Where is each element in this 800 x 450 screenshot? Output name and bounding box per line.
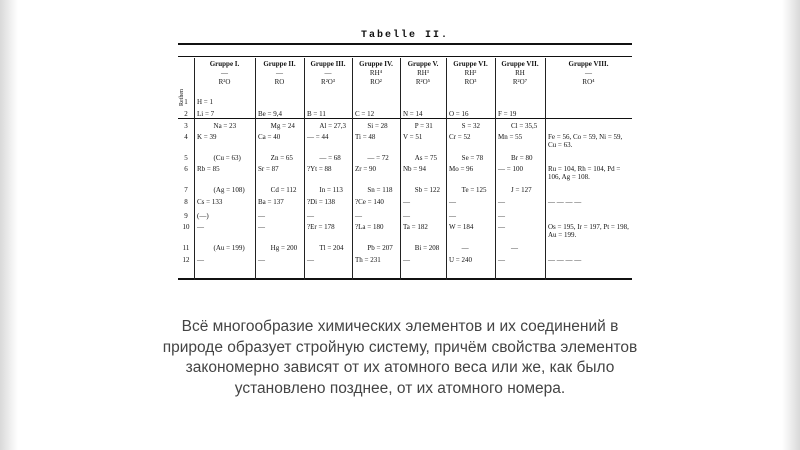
row-number: 7 [184,186,188,194]
table-cell: Rb = 85 [197,165,220,173]
group-oxide: R²O⁷ [512,78,528,86]
group-oxide: RO [274,78,285,86]
table-cell: Na = 23 [213,122,237,130]
table-cell: — = 44 [307,133,329,141]
table-cell: — [498,223,505,231]
row-number: 4 [184,133,188,141]
table-cell: — — — — [548,198,582,206]
table-cell: C = 12 [355,110,375,118]
group-hydride: RH³ [417,69,429,77]
group-header [304,58,352,118]
table-cell: Zr = 90 [355,165,377,173]
table-title: Tabelle II. [360,30,449,41]
group-header [352,58,400,118]
slide-right-edge [782,0,800,450]
table-cell: Mo = 96 [449,165,474,173]
table-cell: Sn = 118 [367,186,393,194]
slide-caption: Всё многообразие химических элементов и их соединений в природе образует стройную систему, причём свойства элементов закономерно зависят от их атомного веса или же, как было установлено позднее, от их атомного номера. [162,318,638,397]
group-hydride: RH [515,69,525,77]
table-cell: J = 127 [511,186,532,194]
table-cell: Sb = 122 [414,186,441,194]
table-cell: Nb = 94 [403,165,427,173]
reihen-header [178,58,191,118]
periodic-table-image [178,28,632,280]
table-cell: (Au = 199) [213,244,245,252]
body-rule [178,118,632,119]
table-cell: — [307,256,314,264]
table-cell: In = 113 [319,186,343,194]
group-name: Gruppe VII. [501,60,539,68]
table-cell: V = 51 [403,133,423,141]
group-name: Gruppe II. [263,60,296,68]
table-cell: U = 240 [449,256,473,264]
table-cell: P = 31 [414,122,433,130]
table-cell: — [498,198,505,206]
table-cell: As = 75 [414,154,437,162]
table-cell: — [197,256,204,264]
table-cell: F = 19 [498,110,517,118]
table-cell: Cl = 35,5 [511,122,538,130]
table-cell: Cd = 112 [270,186,297,194]
table-cell: Ti = 48 [355,133,376,141]
group-header [446,58,495,118]
table-cell: — [461,244,469,252]
group-header [194,58,255,118]
group-hydride: RH⁴ [369,69,383,77]
table-cell: Sr = 87 [258,165,279,173]
table-cell: Mn = 55 [498,133,523,141]
table-cell: — [449,212,456,220]
table-cell: — [197,223,204,231]
table-cell: — [258,256,265,264]
table-cell: — [511,244,518,252]
table-cell: — = 68 [319,154,341,162]
table-cell: — [403,198,410,206]
group-hydride: — [276,69,283,77]
table-cell: Bi = 208 [414,244,440,252]
table-cell: ?Yt = 88 [307,165,332,173]
table-cell: H = 1 [197,98,214,106]
table-cell: — [258,212,265,220]
group-header [255,58,304,118]
group-hydride: RH² [464,69,477,77]
top-rule [178,43,632,45]
table-cell: Mg = 24 [270,122,295,130]
group-name: Gruppe III. [310,60,346,68]
table-cell: — [307,212,314,220]
row-number: 6 [184,165,188,173]
table-cell: — = 72 [367,154,389,162]
table-cell: — [403,256,410,264]
table-cell: Br = 80 [511,154,533,162]
row-number: 1 [184,98,188,106]
table-cell: Si = 28 [367,122,388,130]
group-header [400,58,446,118]
table-cell: Tl = 204 [319,244,344,252]
table-cell: K = 39 [197,133,217,141]
table-cell: ?Ce = 140 [355,198,384,206]
bottom-rule [178,278,632,280]
group-name: Gruppe I. [209,60,240,68]
group-name: Gruppe IV. [359,60,393,68]
table-cell: Zn = 65 [270,154,293,162]
row-number: 10 [182,223,190,231]
group-hydride: — [585,69,592,77]
group-name: Gruppe V. [407,60,439,68]
reihen-label: Reihen [179,89,185,106]
row-number: 3 [184,122,188,130]
group-oxide: R²O³ [321,78,335,86]
table-cell: Cs = 133 [197,198,223,206]
table-cell: Se = 78 [461,154,484,162]
table-cell: Hg = 200 [270,244,298,252]
header-rule [178,56,632,57]
table-cell: — [449,198,456,206]
table-cell: ?La = 180 [355,223,384,231]
table-cell: — [498,256,505,264]
table-cell: — [403,212,410,220]
table-cell: — [258,223,265,231]
table-cell: — — — — [548,256,582,264]
table-cell: B = 11 [307,110,326,118]
table-cell: O = 16 [449,110,469,118]
group-hydride: — [221,69,228,77]
row-number: 11 [182,244,190,252]
group-oxide: RO⁴ [582,78,595,86]
slide-left-edge [0,0,18,450]
group-oxide: R²O⁵ [415,78,431,86]
table-cell: Li = 7 [197,110,215,118]
group-oxide: R²O [218,78,231,86]
row-number: 2 [184,110,188,118]
row-number: 5 [184,154,188,162]
group-oxide: RO² [370,78,382,86]
group-hydride: — [324,69,332,77]
group-name: Gruppe VI. [453,60,488,68]
table-cell: (Cu = 63) [213,154,241,162]
table-cell: Ca = 40 [258,133,281,141]
row-number: 9 [184,212,188,220]
table-cell: N = 14 [403,110,423,118]
table-cell: Cr = 52 [449,133,471,141]
table-cell: — [355,212,362,220]
table-cell: S = 32 [461,122,481,130]
table-cell: (Ag = 108) [213,186,245,194]
table-cell: Ru = 104, Rh = 104, Pd = 106, Ag = 108. [548,165,621,181]
row-number: 8 [184,198,188,206]
table-cell: Th = 231 [355,256,381,264]
table-cell: Al = 27,3 [319,122,347,130]
table-cell: Be = 9,4 [258,110,282,118]
table-cell: — = 100 [498,165,523,173]
group-header [545,58,632,118]
table-cell: (—) [197,212,209,220]
table-cell: — [498,212,505,220]
group-name: Gruppe VIII. [568,60,609,68]
table-cell: W = 184 [449,223,474,231]
table-cell: Fe = 56, Co = 59, Ni = 59, Cu = 63. [548,133,623,149]
group-header [495,58,545,118]
table-cell: Ba = 137 [258,198,284,206]
table-cell: Os = 195, Ir = 197, Pt = 198, Au = 199. [548,223,629,239]
table-cell: Te = 125 [461,186,487,194]
table-cell: ?Di = 138 [307,198,336,206]
group-oxide: RO³ [464,78,477,86]
table-cell: Ta = 182 [403,223,428,231]
table-cell: Pb = 207 [367,244,393,252]
table-cell: ?Er = 178 [307,223,335,231]
row-number: 12 [182,256,190,264]
